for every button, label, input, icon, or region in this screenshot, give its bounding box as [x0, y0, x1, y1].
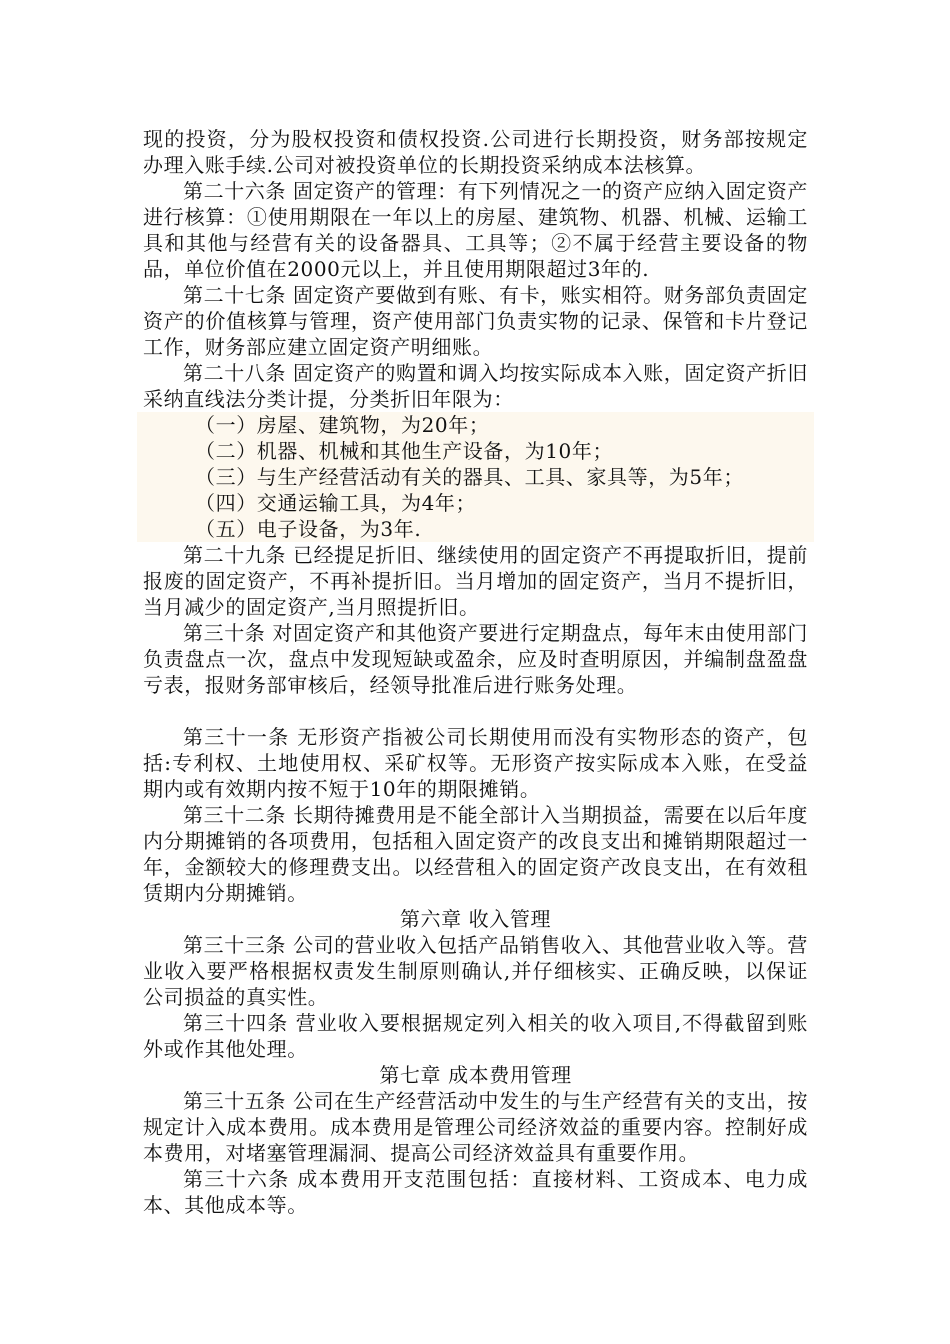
list-item: （三）与生产经营活动有关的器具、工具、家具等，为5年； [195, 465, 744, 489]
paragraph-continuation: 现的投资，分为股权投资和债权投资.公司进行长期投资，财务部按规定办理入账手续.公司对被投资单位的长期投资采纳成本法核算。 [143, 127, 808, 177]
article-30: 第三十条 对固定资产和其他资产要进行定期盘点，每年末由使用部门负责盘点一次，盘点中发现短缺或盈余，应及时查明原因，并编制盘盈盘亏表，报财务部审核后，经领导批准后进行账务处理。 [143, 621, 808, 697]
chapter-6-heading: 第六章 收入管理 [399, 907, 552, 931]
document-body [143, 126, 808, 1218]
list-item: （四）交通运输工具，为4年； [195, 491, 477, 515]
article-35: 第三十五条 公司在生产经营活动中发生的与生产经营有关的支出，按规定计入成本费用。成本费用是管理公司经济效益的重要内容。控制好成本费用，对堵塞管理漏洞、提高公司经济效益具有重要作用。 [143, 1089, 808, 1165]
article-33: 第三十三条 公司的营业收入包括产品销售收入、其他营业收入等。营业收入要严格根据权责发生制原则确认,并仔细核实、正确反映，以保证公司损益的真实性。 [143, 933, 808, 1009]
list-item: （二）机器、机械和其他生产设备，为10年； [195, 439, 614, 463]
list-item: （五）电子设备，为3年. [195, 517, 422, 541]
chapter-7-heading: 第七章 成本费用管理 [379, 1063, 572, 1087]
depreciation-list [137, 412, 814, 542]
article-29: 第二十九条 已经提足折旧、继续使用的固定资产不再提取折旧，提前报废的固定资产，不再补提折旧。当月增加的固定资产，当月不提折旧，当月减少的固定资产,当月照提折旧。 [143, 543, 808, 619]
article-32: 第三十二条 长期待摊费用是不能全部计入当期损益，需要在以后年度内分期摊销的各项费用，包括租入固定资产的改良支出和摊销期限超过一年，金额较大的修理费支出。以经营租入的固定资产改良支出，在有效租赁期内分期摊销。 [143, 803, 808, 905]
article-36: 第三十六条 成本费用开支范围包括：直接材料、工资成本、电力成本、其他成本等。 [143, 1167, 808, 1217]
article-27: 第二十七条 固定资产要做到有账、有卡，账实相符。财务部负责固定资产的价值核算与管理，资产使用部门负责实物的记录、保管和卡片登记工作，财务部应建立固定资产明细账。 [143, 283, 808, 359]
article-34: 第三十四条 营业收入要根据规定列入相关的收入项目,不得截留到账外或作其他处理。 [143, 1011, 808, 1061]
list-item: （一）房屋、建筑物，为20年； [195, 413, 490, 437]
blank-line [143, 698, 808, 724]
article-31: 第三十一条 无形资产指被公司长期使用而没有实物形态的资产，包括:专利权、土地使用权、采矿权等。无形资产按实际成本入账，在受益期内或有效期内按不短于10年的期限摊销。 [143, 725, 808, 801]
article-28: 第二十八条 固定资产的购置和调入均按实际成本入账，固定资产折旧采纳直线法分类计提，分类折旧年限为： [143, 361, 808, 411]
article-26: 第二十六条 固定资产的管理：有下列情况之一的资产应纳入固定资产进行核算：①使用期限在一年以上的房屋、建筑物、机器、机械、运输工具和其他与经营有关的设备器具、工具等；②不属于经营主要设备的物品，单位价值在2000元以上，并且使用期限超过3年的. [143, 179, 808, 281]
